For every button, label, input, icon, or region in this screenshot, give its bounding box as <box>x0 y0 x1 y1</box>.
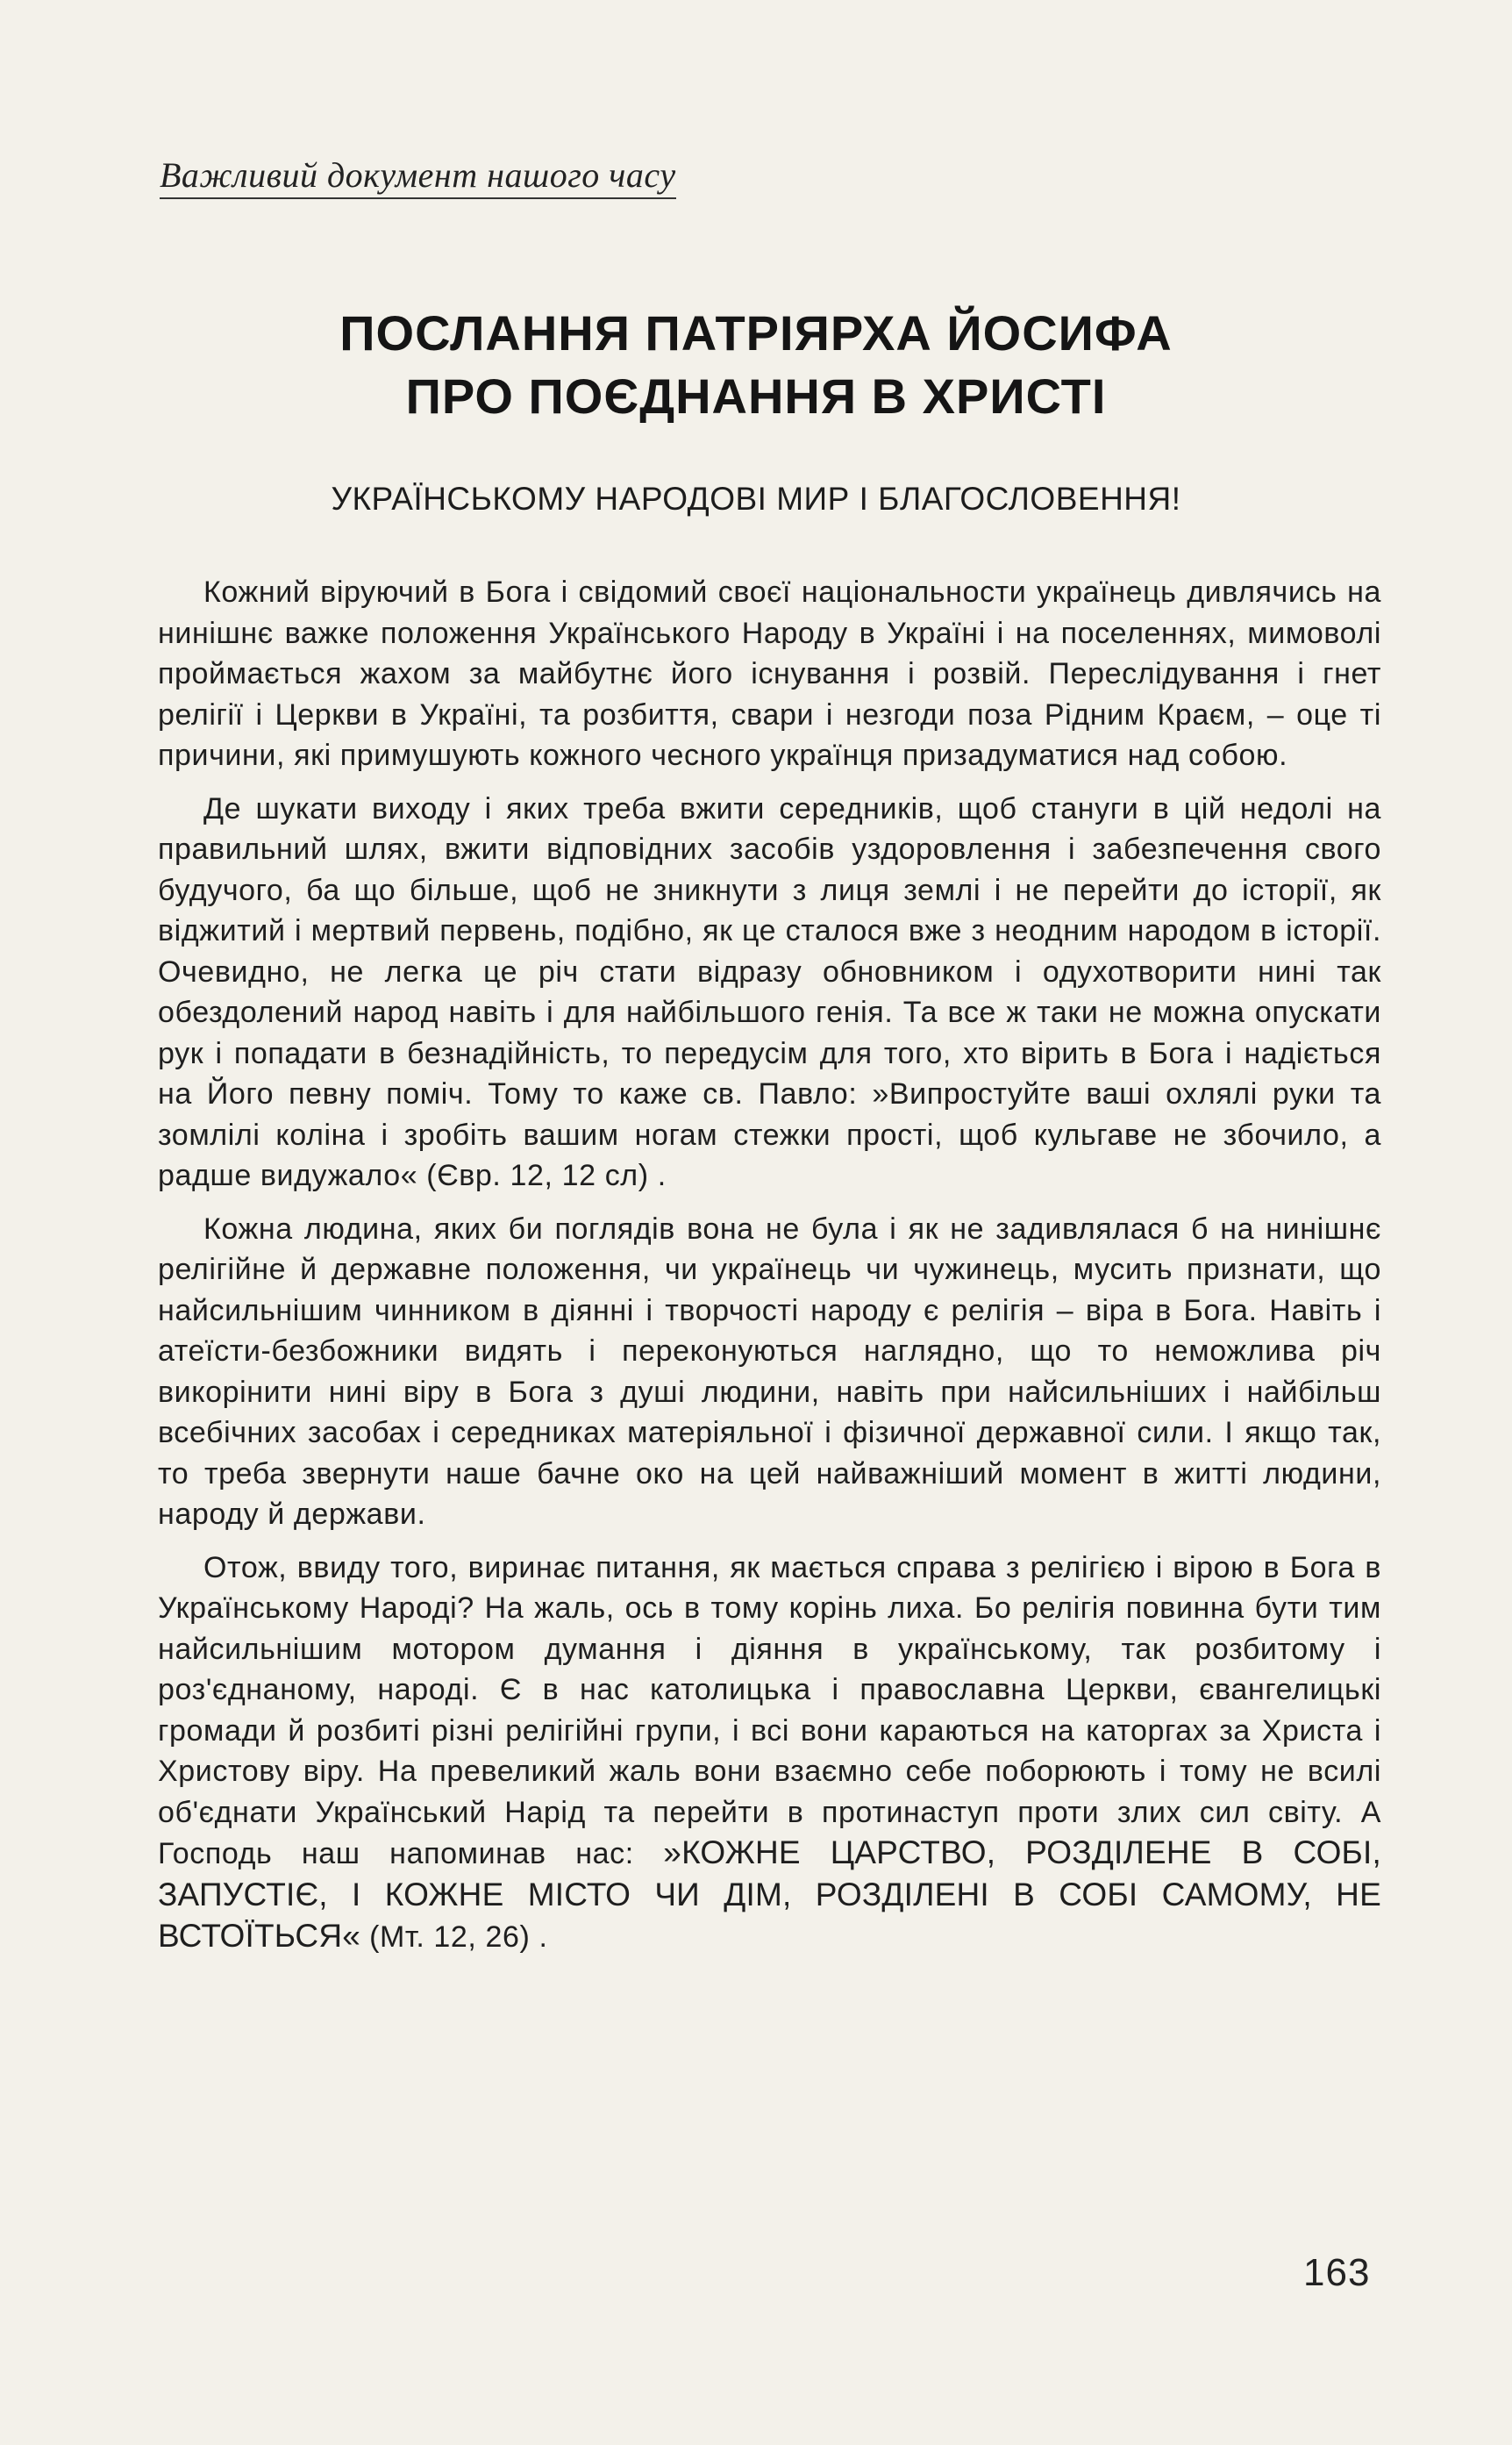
paragraph-1: Кожний віруючий в Бога і свідомий своєї національности українець дивлячись на нинішнє важке положення Українського Народу в Україні і на поселеннях, мимоволі проймається жахом за майбутнє його існування і розвій. Переслідування і гнет релігії і Церкви в Україні, та розбиття, свари і незгоди поза Рідним Краєм, – оце ті причини, які примушують кожного чесного українця призадуматися над собою. <box>158 576 1381 772</box>
body-text <box>158 572 1381 1970</box>
paragraph-3: Кожна людина, яких би поглядів вона не була і як не задивлялася б на нинішнє релігійне й державне положення, чи українець чи чужинець, мусить признати, що найсильнішим чинником в діянні і творчості народу є релігія – віра в Бога. Навіть і атеїсти-безбожники видять і переконуються наглядно, що то неможлива річ викорінити нині віру в Бога з душі людини, навіть при найсильніших і найбільш всебічних засобах і середниках матеріяльної і фізичної державної сили. І якщо так, то треба звернути наше бачне око на цей найважніший момент в житті людини, народу й держави. <box>158 1212 1381 1531</box>
document-title <box>0 302 1512 428</box>
scripture-reference: (Мт. 12, 26) . <box>360 1920 548 1954</box>
section-label: Важливий документ нашого часу <box>160 154 676 199</box>
paragraph-4 <box>158 1548 1381 1958</box>
greeting: УКРАЇНСЬКОМУ НАРОДОВІ МИР І БЛАГОСЛОВЕННЯ! <box>331 481 1181 517</box>
title-line-2: ПРО ПОЄДНАННЯ В ХРИСТІ <box>405 368 1107 424</box>
title-line-1: ПОСЛАННЯ ПАТРІЯРХА ЙОСИФА <box>339 305 1173 361</box>
page-number: 163 <box>1303 2251 1371 2294</box>
paragraph-2: Де шукати виходу і яких треба вжити середників, щоб стануги в цій недолі на правильний шлях, вжити відповідних засобів уздоровлення і забезпечення свого будучого, ба що більше, щоб не зникнути з лиця землі і не перейти до історії, як віджитий і мертвий первень, подібно, як це сталося вже з неодним народом в історії. Очевидно, не легка це річ стати відразу обновником і одухотворити нині так обездолений народ навіть і для найбільшого генія. Та все ж таки не можна опускати рук і попадати в безнадійність, то передусім для того, хто вірить в Бога і надіється на Його певну поміч. Тому то каже св. Павло: »Випростуйте ваші охлялі руки та зомлілі коліна і зробіть вашим ногам стежки прості, щоб кульгаве не збочило, а радше видужало« (Євр. 12, 12 сл) . <box>158 791 1381 1192</box>
paragraph-4-text: Отож, ввиду того, виринає питання, як мається справа з релігією і вірою в Бога в Українському Народі? На жаль, ось в тому корінь лиха. Бо релігія повинна бути тим найсильнішим мотором думання і діяння в українському, так розбитому і роз'єднаному, народі. Є в нас католицька і православна Церкви, євангелицькі громади й розбиті різні релігійні групи, і всі вони караються на каторгах за Христа і Христову віру. На превеликий жаль вони взаємно себе поборюють і тому не всилі об'єднати Український Нарід та перейти в протинаступ проти злих сил світу. А Господь наш напоминав нас: <box>158 1550 1381 1870</box>
scripture-quote: »КОЖНЕ ЦАРСТВО, РОЗДІЛЕНЕ В СОБІ, ЗАПУСТІЄ, І КОЖНЕ МІСТО ЧИ ДІМ, РОЗДІЛЕНІ В СОБІ САМОМУ, НЕ ВСТОЇТЬСЯ« <box>158 1834 1381 1954</box>
